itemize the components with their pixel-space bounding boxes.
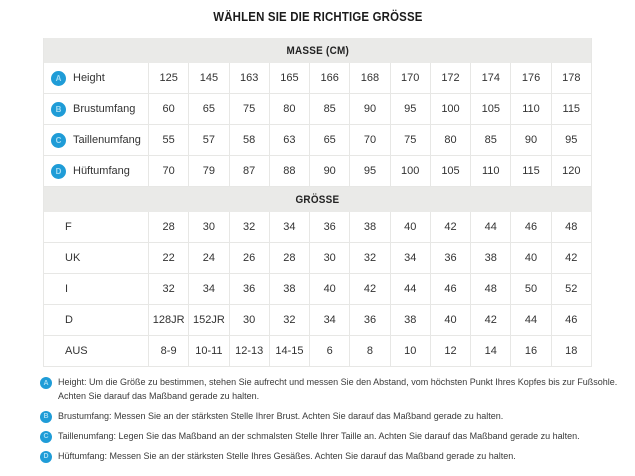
row-label-cell [44,243,149,273]
table-cell: 75 [230,94,270,124]
table-row [44,305,591,336]
size-section-header [44,187,591,212]
table-cell: 58 [230,125,270,155]
table-cell: 36 [431,243,471,273]
table-cell: 36 [230,274,270,304]
row-label-cell [44,125,149,155]
row-label-cell [44,63,149,93]
table-cell: 65 [189,94,229,124]
table-cell: 30 [310,243,350,273]
table-cell: 32 [350,243,390,273]
footnote-text: Hüftumfang: Messen Sie an der stärksten Stelle Ihres Gesäßes. Achten Sie darauf das Maßband gerade zu halten. [58,450,516,461]
table-cell: 46 [431,274,471,304]
table-cell: 24 [189,243,229,273]
table-cell: 95 [565,134,578,146]
table-cell: 75 [391,125,431,155]
table-cell: 95 [391,94,431,124]
table-cell: 12-13 [230,336,270,366]
letter-badge: C [51,133,66,148]
table-row [44,243,591,274]
table-cell: 38 [471,243,511,273]
row-label: UK [65,252,81,264]
table-cell: 85 [471,125,511,155]
row-label-cell [44,305,149,335]
table-cell: 170 [391,63,431,93]
table-row [44,63,591,94]
table-cell: 79 [189,156,229,186]
row-label: Brustumfang [73,103,136,115]
table-cell: 80 [270,94,310,124]
table-cell: 120 [562,165,581,177]
table-cell: 95 [350,156,390,186]
table-cell: 63 [270,125,310,155]
table-cell: 18 [565,345,578,357]
letter-badge: D [40,451,52,463]
size-rows [44,212,591,367]
table-cell: 85 [310,94,350,124]
table-row [44,336,591,367]
table-cell: 38 [391,305,431,335]
table-cell: 46 [511,212,551,242]
table-row [44,212,591,243]
table-cell: 8-9 [149,336,189,366]
table-cell: 32 [149,274,189,304]
table-cell: 14 [471,336,511,366]
table-cell: 40 [431,305,471,335]
row-label: I [65,283,69,295]
table-cell: 52 [565,283,578,295]
table-cell: 10 [391,336,431,366]
measure-section-header-text: MASSE (CM) [286,45,349,57]
table-cell: 42 [350,274,390,304]
table-cell: 70 [149,156,189,186]
table-cell: 152JR [189,305,229,335]
footnote-item [40,430,623,444]
footnote-text: Brustumfang: Messen Sie an der stärksten Stelle Ihrer Brust. Achten Sie darauf das Maßband gerade zu halten. [58,410,504,421]
table-cell: 50 [511,274,551,304]
table-cell: 32 [230,212,270,242]
table-cell: 90 [511,125,551,155]
footnote-text: Taillenumfang: Legen Sie das Maßband an der schmalsten Stelle Ihrer Taille an. Achten Sie darauf das Maßband gerade zu halten. [58,430,580,441]
table-cell: 60 [149,94,189,124]
table-cell: 70 [350,125,390,155]
table-row [44,274,591,305]
table-cell: 38 [350,212,390,242]
table-cell: 128JR [149,305,189,335]
table-cell: 40 [310,274,350,304]
row-label-cell [44,336,149,366]
letter-badge: C [40,431,52,443]
table-cell: 32 [270,305,310,335]
table-cell: 42 [431,212,471,242]
measure-rows [44,63,591,187]
table-cell: 34 [310,305,350,335]
table-cell: 12 [431,336,471,366]
table-cell: 172 [431,63,471,93]
table-cell: 40 [511,243,551,273]
row-label: Hüftumfang [73,165,130,177]
footnote-item [40,376,623,404]
table-cell: 44 [511,305,551,335]
footnote-item [40,450,623,464]
table-cell: 90 [310,156,350,186]
table-cell: 55 [149,125,189,155]
table-cell: 34 [391,243,431,273]
letter-badge: D [51,164,66,179]
table-cell: 90 [350,94,390,124]
table-cell: 10-11 [189,336,229,366]
table-cell: 48 [471,274,511,304]
table-cell: 176 [511,63,551,93]
row-label: D [65,314,73,326]
table-cell: 105 [431,156,471,186]
table-cell: 30 [189,212,229,242]
row-label-cell [44,274,149,304]
table-cell: 178 [562,72,581,84]
table-cell: 40 [391,212,431,242]
table-cell: 105 [471,94,511,124]
table-row [44,94,591,125]
table-cell: 36 [310,212,350,242]
size-section-header-text: GRÖSSE [295,194,340,206]
row-label-cell [44,94,149,124]
page-title [0,0,635,24]
letter-badge: B [51,102,66,117]
table-cell: 8 [350,336,390,366]
table-cell: 14-15 [270,336,310,366]
table-cell: 88 [270,156,310,186]
table-cell: 6 [310,336,350,366]
table-cell: 125 [149,63,189,93]
row-label-cell [44,156,149,186]
table-cell: 22 [149,243,189,273]
footnote-text: Height: Um die Größe zu bestimmen, stehen Sie aufrecht und messen Sie den Abstand, vom höchsten Punkt Ihres Kopfes bis zur Fußsohle. Achten Sie darauf das Maßband gerade zu halten. [58,377,618,401]
row-label-cell [44,212,149,242]
table-cell: 166 [310,63,350,93]
table-cell: 80 [431,125,471,155]
table-cell: 34 [189,274,229,304]
table-cell: 48 [565,221,578,233]
table-cell: 163 [230,63,270,93]
table-row [44,125,591,156]
table-cell: 174 [471,63,511,93]
table-cell: 36 [350,305,390,335]
size-table [43,38,592,367]
table-cell: 115 [511,156,551,186]
table-cell: 26 [230,243,270,273]
letter-badge: A [40,377,52,389]
table-cell: 110 [471,156,511,186]
table-row [44,156,591,187]
table-cell: 168 [350,63,390,93]
footnote-item [40,410,623,424]
table-cell: 46 [565,314,578,326]
letter-badge: B [40,411,52,423]
table-cell: 34 [270,212,310,242]
table-cell: 65 [310,125,350,155]
table-cell: 28 [270,243,310,273]
table-cell: 42 [471,305,511,335]
table-cell: 28 [149,212,189,242]
table-cell: 44 [391,274,431,304]
row-label: Height [73,72,105,84]
table-cell: 42 [565,252,578,264]
table-cell: 44 [471,212,511,242]
table-cell: 57 [189,125,229,155]
table-cell: 115 [562,103,581,115]
table-cell: 100 [391,156,431,186]
row-label: Taillenumfang [73,134,141,146]
table-cell: 145 [189,63,229,93]
table-cell: 38 [270,274,310,304]
table-cell: 30 [230,305,270,335]
table-cell: 165 [270,63,310,93]
page-title-text: WÄHLEN SIE DIE RICHTIGE GRÖSSE [212,9,423,24]
row-label: F [65,221,72,233]
table-cell: 100 [431,94,471,124]
table-cell: 110 [511,94,551,124]
measure-section-header [44,38,591,63]
row-label: AUS [65,345,88,357]
table-cell: 16 [511,336,551,366]
table-cell: 87 [230,156,270,186]
letter-badge: A [51,71,66,86]
footnotes [40,376,623,464]
